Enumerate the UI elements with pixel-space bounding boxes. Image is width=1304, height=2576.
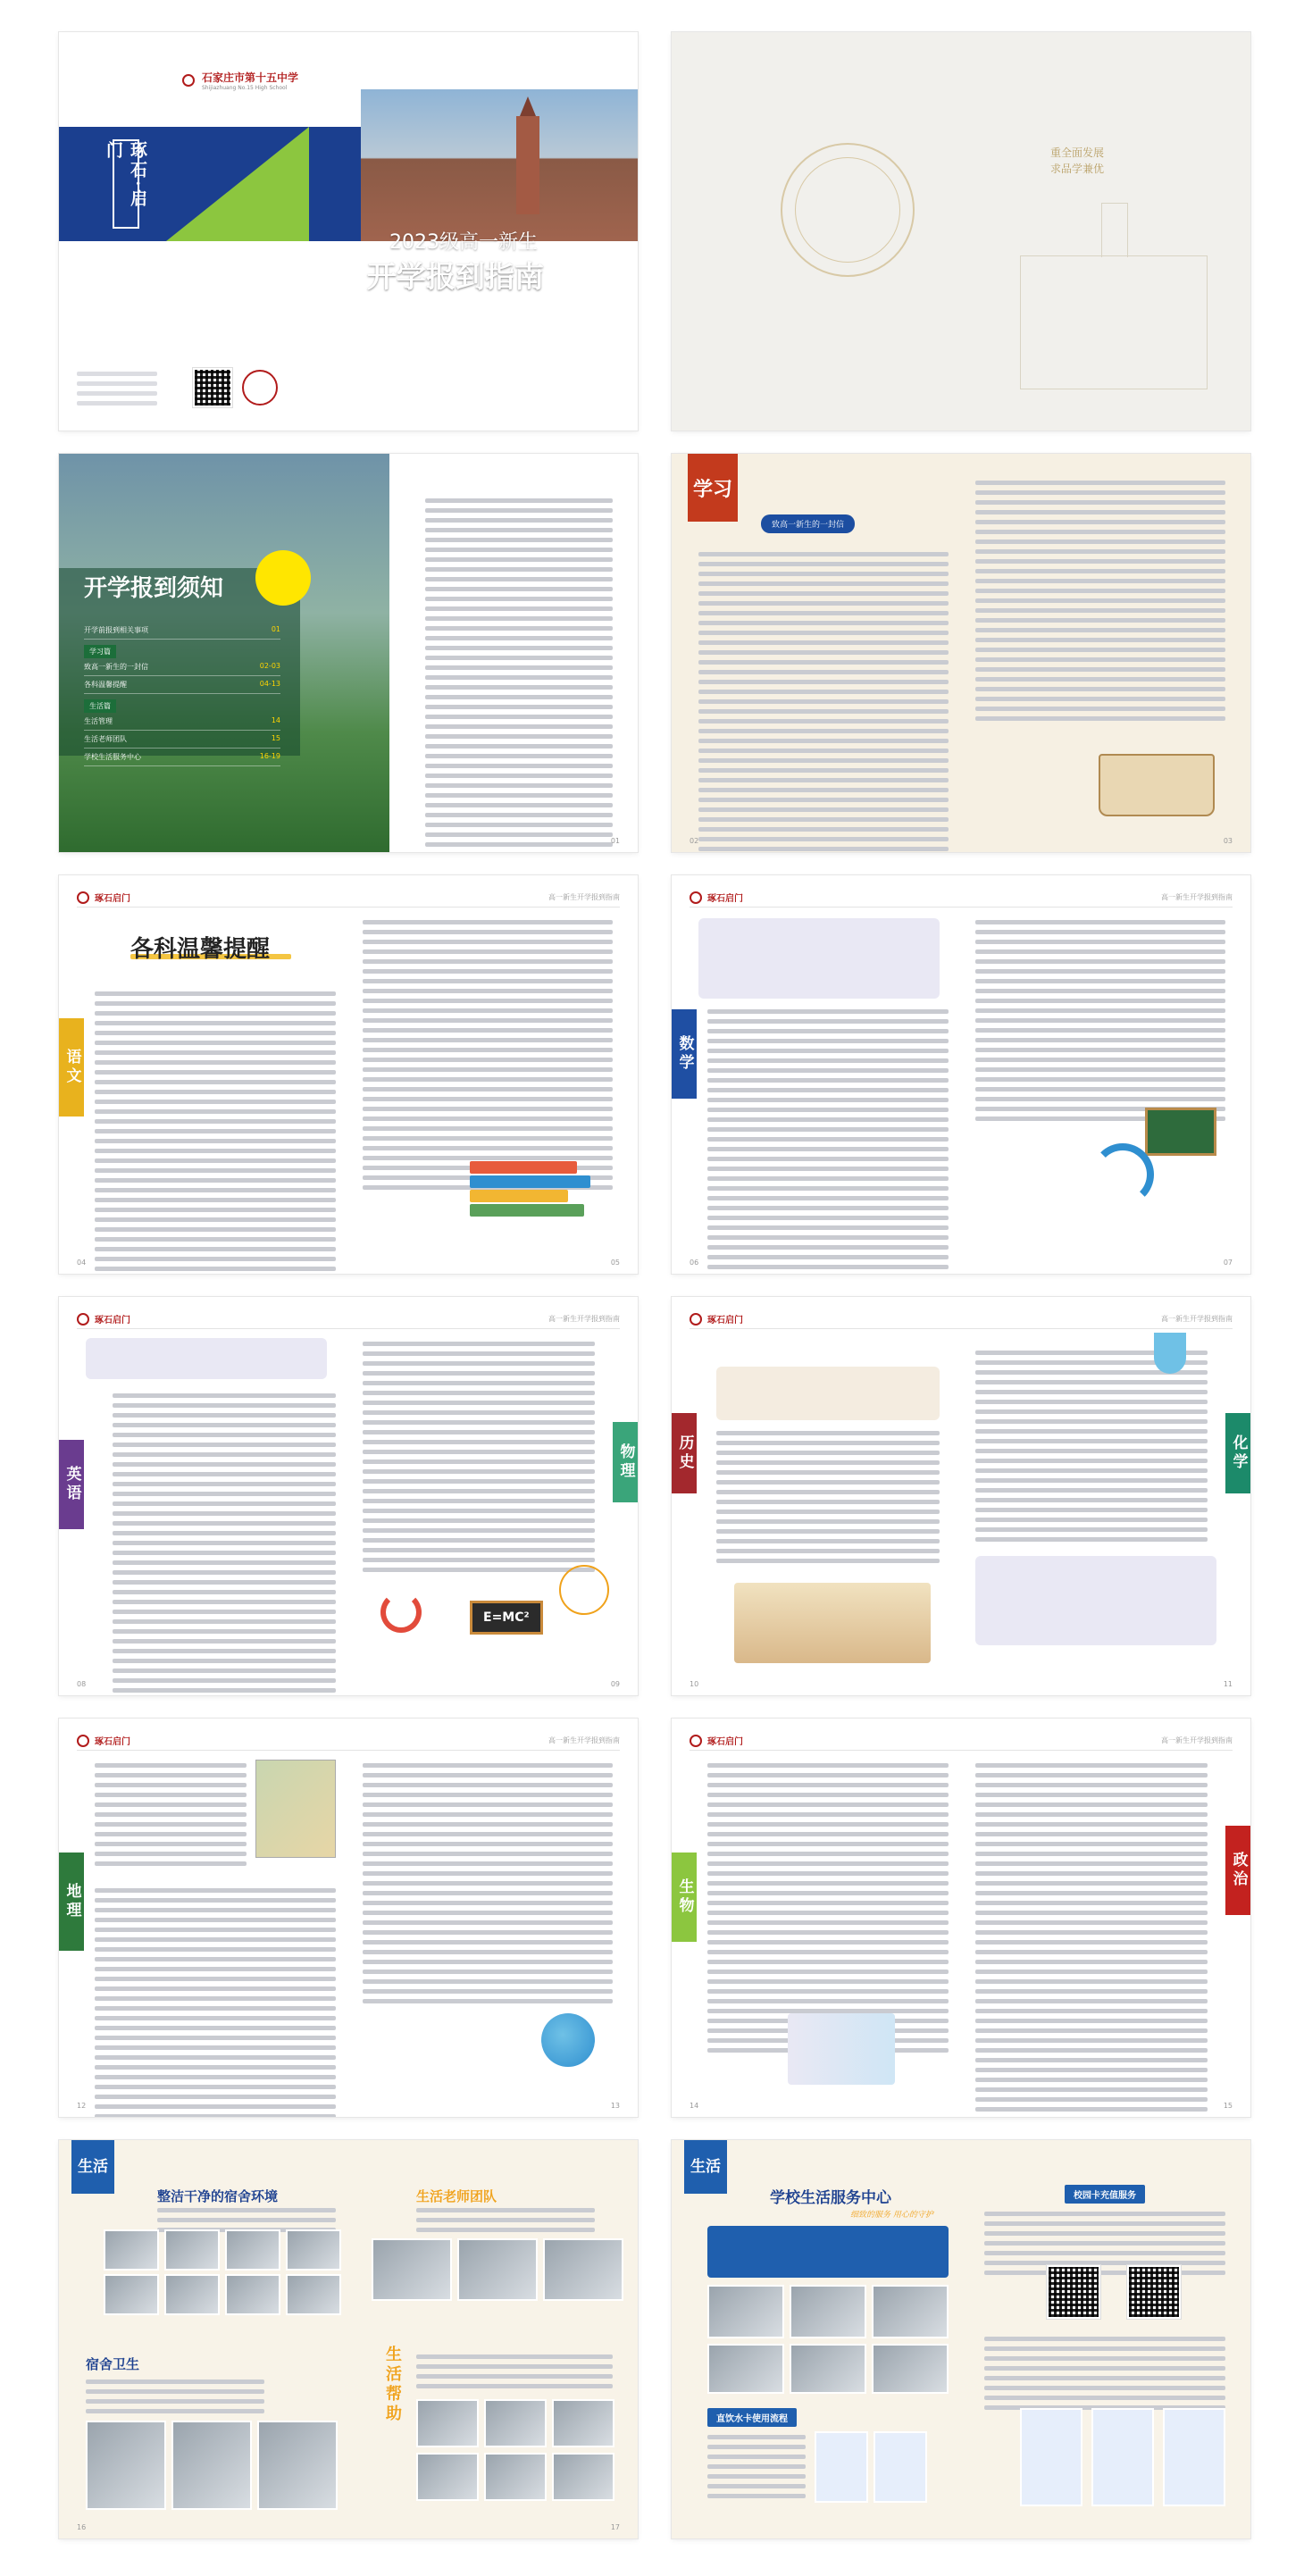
help-photo: [484, 2399, 547, 2447]
cover-title-line1: 2023级高一新生: [389, 231, 538, 254]
help-photo: [416, 2453, 479, 2501]
history-chemistry-page: [672, 1297, 1250, 1695]
subject-tag-english: 英语: [59, 1440, 84, 1529]
phone-screenshot: [815, 2431, 868, 2503]
life-tag-text: 生活: [690, 2157, 721, 2176]
cover-building-photo: [361, 89, 638, 241]
motto-line2: 求品学兼优: [1050, 163, 1105, 175]
subject-tag-politics: 政治: [1225, 1826, 1250, 1915]
school-name-en: Shijiazhuang No.15 High School: [202, 85, 288, 91]
protractor-icon: [1091, 1143, 1154, 1206]
header-right: 高一新生开学报到指南: [548, 1315, 620, 1323]
cover-slogan: 琢石·启门: [113, 139, 139, 229]
header-logo: [690, 1312, 743, 1326]
service-photo: [790, 2285, 866, 2338]
service-slogan: 细致的服务 用心的守护: [850, 2211, 933, 2220]
page-number: 17: [610, 2523, 620, 2531]
recharge-body-text: [984, 2212, 1225, 2280]
school-seal-icon: [690, 1313, 702, 1326]
spread-english-physics: [59, 1297, 1250, 1695]
header-logo-text: 琢石启门: [707, 1737, 743, 1747]
service-photo: [707, 2344, 784, 2394]
toc-item[interactable]: [84, 622, 280, 640]
microscope-illustration-icon: [788, 2013, 895, 2085]
service-intro-box: [707, 2226, 949, 2278]
page-number: 13: [610, 2102, 620, 2110]
history-body-text: [716, 1431, 940, 1568]
service-photo: [707, 2285, 784, 2338]
page-number: 05: [610, 1259, 620, 1267]
dorm-photo: [104, 2229, 159, 2271]
toc-page: 02-03: [259, 662, 280, 670]
atom-icon: [559, 1565, 609, 1615]
page-number: 06: [690, 1259, 699, 1267]
books-illustration-icon: [470, 1161, 595, 1224]
phone-screenshot: [1091, 2408, 1154, 2506]
open-book-icon: [1099, 754, 1215, 816]
toc-page: 16-19: [259, 752, 280, 760]
school-seal-icon: [77, 1735, 89, 1747]
header-logo: [77, 891, 130, 904]
dorm-title: 整洁干净的宿舍环境: [157, 2188, 279, 2204]
page-header: [690, 1731, 1233, 1751]
header-logo-text: 琢石启门: [95, 1737, 130, 1747]
recharge-steps-text: [984, 2337, 1225, 2415]
page-number: 01: [610, 837, 620, 845]
staff-photo: [543, 2238, 623, 2301]
school-seal-icon: [77, 891, 89, 904]
water-card-title: 直饮水卡使用流程: [707, 2408, 797, 2427]
hygiene-title: 宿舍卫生: [86, 2356, 140, 2372]
spread-chinese-math: [59, 875, 1250, 1274]
english-quote-box: [86, 1338, 327, 1379]
school-seal-watermark-icon: [781, 143, 915, 277]
biology-politics-page: [672, 1719, 1250, 2117]
school-seal-icon: [77, 1313, 89, 1326]
toc-page: 04-13: [259, 680, 280, 688]
hygiene-photo: [86, 2421, 166, 2510]
dorm-photo: [225, 2274, 280, 2315]
page-number: 09: [610, 1680, 620, 1688]
notice-title: 开学报到须知: [84, 575, 224, 602]
phone-screenshot: [874, 2431, 927, 2503]
page-number: 16: [77, 2523, 87, 2531]
toc-page: 01: [271, 625, 280, 633]
school-seal-icon: [690, 1735, 702, 1747]
chinese-page: [59, 875, 638, 1274]
header-right: 高一新生开学报到指南: [1161, 1315, 1233, 1323]
header-right: 高一新生开学报到指南: [1161, 1736, 1233, 1744]
school-seal-icon: [242, 370, 278, 406]
life-section-tag: [684, 2140, 727, 2194]
geography-page: [59, 1719, 638, 2117]
globe-icon: [541, 2013, 595, 2067]
school-motto: [1050, 145, 1104, 177]
bell-icon: [255, 550, 311, 606]
dorm-photo: [164, 2274, 220, 2315]
service-center-title: 学校生活服务中心: [770, 2189, 891, 2207]
geography-body-text: [95, 1888, 336, 2117]
phone-screenshot: [1163, 2408, 1225, 2506]
map-book-photo: [255, 1760, 336, 1858]
english-body-text: [113, 1393, 336, 1695]
spread-notice: [59, 454, 1250, 852]
header-logo-text: 琢石启门: [707, 1316, 743, 1326]
toc-item[interactable]: [84, 749, 280, 766]
geography-intro-text: [95, 1763, 247, 1871]
life-tag-text: 生活: [78, 2157, 108, 2176]
school-seal-icon: [690, 891, 702, 904]
school-logo: [182, 70, 298, 91]
help-photo: [552, 2453, 614, 2501]
chinese-body-text: [95, 991, 336, 1274]
header-logo: [690, 891, 743, 904]
qr-code-icon[interactable]: [1047, 2265, 1100, 2319]
header-right: 高一新生开学报到指南: [1161, 893, 1233, 901]
chemistry-body-text: [975, 1351, 1208, 1547]
help-photo: [484, 2453, 547, 2501]
math-intro-box: [698, 918, 940, 999]
cover-title-line2: 开学报到指南: [367, 259, 544, 294]
toc-page: 14: [271, 716, 280, 724]
toc-label: 各科温馨提醒: [84, 681, 127, 689]
toc-label: 学校生活服务中心: [84, 753, 141, 761]
cover-contact-text: [77, 372, 157, 411]
toc-item[interactable]: [84, 731, 280, 749]
subject-tag-chinese: 语文: [59, 1018, 84, 1117]
dorm-photo: [286, 2229, 341, 2271]
toc-label: 致高一新生的一封信: [84, 663, 148, 671]
chalkboard-icon: [1145, 1108, 1216, 1156]
staff-title: 生活老师团队: [416, 2188, 497, 2204]
header-logo-text: 琢石启门: [95, 894, 130, 904]
letter-ribbon: 致高一新生的一封信: [761, 514, 855, 533]
toc-section: 学习篇: [84, 645, 116, 658]
toc-item[interactable]: [84, 713, 280, 731]
back-cover-page: [672, 32, 1250, 431]
life-section-tag: [71, 2140, 114, 2194]
clock-tower-icon: [516, 116, 539, 214]
toc-section: 生活篇: [84, 699, 116, 713]
subject-tag-history: 历史: [672, 1413, 697, 1493]
table-of-contents: [84, 622, 280, 766]
cover-page: [59, 32, 638, 431]
subject-tag-biology: 生物: [672, 1853, 697, 1942]
toc-label: 生活老师团队: [84, 735, 127, 743]
chemistry-tips-box: [975, 1556, 1216, 1645]
page-number: 03: [1223, 837, 1233, 845]
spread-life: [59, 2140, 1250, 2538]
service-photo: [790, 2344, 866, 2394]
letter-body-left: [698, 552, 949, 852]
section-tag: 学习: [688, 454, 738, 522]
phone-screenshot: [1020, 2408, 1082, 2506]
subject-tag-geography: 地理: [59, 1853, 84, 1951]
geography-body-text-right: [363, 1763, 613, 2009]
card-recharge-title: 校园卡充值服务: [1065, 2185, 1145, 2204]
hygiene-photo: [171, 2421, 252, 2510]
history-table-box: [716, 1367, 940, 1420]
chinese-body-text-right: [363, 920, 613, 1195]
header-right: 高一新生开学报到指南: [548, 893, 620, 901]
page-number: 11: [1223, 1680, 1233, 1688]
notice-body-text: [425, 498, 613, 852]
staff-body-text: [416, 2208, 595, 2237]
qr-code-icon[interactable]: [1127, 2265, 1181, 2319]
header-logo: [77, 1312, 130, 1326]
hygiene-photo: [257, 2421, 338, 2510]
math-page: [672, 875, 1250, 1274]
help-vertical-title: 生活帮助: [383, 2346, 402, 2424]
water-card-steps: [707, 2435, 806, 2504]
math-body-text: [707, 1009, 949, 1274]
page-number: 15: [1223, 2102, 1233, 2110]
notice-page: [59, 454, 638, 852]
reminder-title: 各科温馨提醒: [130, 936, 271, 963]
staff-photo: [372, 2238, 452, 2301]
toc-item[interactable]: [84, 658, 280, 676]
life-service-page: [672, 2140, 1250, 2538]
math-body-text-right: [975, 920, 1225, 1126]
header-right: 高一新生开学报到指南: [548, 1736, 620, 1744]
header-logo: [77, 1734, 130, 1747]
spread-geography-biology: [59, 1719, 1250, 2117]
dorm-photo: [164, 2229, 220, 2271]
subject-tag-physics: 物理: [613, 1422, 638, 1502]
flask-icon: [1154, 1333, 1186, 1374]
page-header: [77, 1731, 620, 1751]
toc-page: 15: [271, 734, 280, 742]
page-number: 08: [77, 1680, 87, 1688]
page-header: [77, 1309, 620, 1329]
page-number: 14: [690, 2102, 699, 2110]
dorm-photo: [225, 2229, 280, 2271]
header-logo-text: 琢石启门: [95, 1316, 130, 1326]
service-photo: [872, 2285, 949, 2338]
magnet-icon: [380, 1592, 422, 1633]
page-number: 07: [1223, 1259, 1233, 1267]
school-name-cn: 石家庄市第十五中学: [202, 71, 299, 84]
dorm-photo: [286, 2274, 341, 2315]
motto-line1: 重全面发展: [1050, 146, 1105, 159]
page-number: 04: [77, 1259, 87, 1267]
service-photo: [872, 2344, 949, 2394]
physics-body-text: [363, 1342, 595, 1577]
school-seal-icon: [182, 74, 195, 87]
help-body-text: [416, 2354, 613, 2394]
page-number: 12: [77, 2102, 87, 2110]
hygiene-body-text: [86, 2379, 264, 2419]
header-logo-text: 琢石启门: [707, 894, 743, 904]
politics-body-text: [975, 1763, 1208, 2117]
header-logo: [690, 1734, 743, 1747]
page-header: [77, 888, 620, 907]
help-photo: [416, 2399, 479, 2447]
dorm-photo: [104, 2274, 159, 2315]
help-photo: [552, 2399, 614, 2447]
cover-green-stripe: [166, 127, 309, 241]
toc-item[interactable]: [84, 676, 280, 694]
page-header: [690, 1309, 1233, 1329]
spread-cover: [59, 32, 1250, 431]
page-number: 10: [690, 1680, 699, 1688]
qr-code-icon: [193, 368, 232, 407]
letter-body-right: [975, 481, 1225, 726]
toc-label: 开学前报到相关事项: [84, 626, 148, 634]
english-physics-page: [59, 1297, 638, 1695]
toc-label: 生活管理: [84, 717, 113, 725]
page-header: [690, 888, 1233, 907]
building-sketch-icon: [1020, 255, 1208, 389]
life-dorm-page: [59, 2140, 638, 2538]
subject-tag-chemistry: 化学: [1225, 1413, 1250, 1493]
bookshelf-illustration-icon: [734, 1583, 931, 1663]
staff-photo: [457, 2238, 538, 2301]
physics-formula-board: E=MC²: [470, 1601, 543, 1635]
subject-tag-math: 数学: [672, 1009, 697, 1099]
letter-page: [672, 454, 1250, 852]
page-number: 02: [690, 837, 699, 845]
